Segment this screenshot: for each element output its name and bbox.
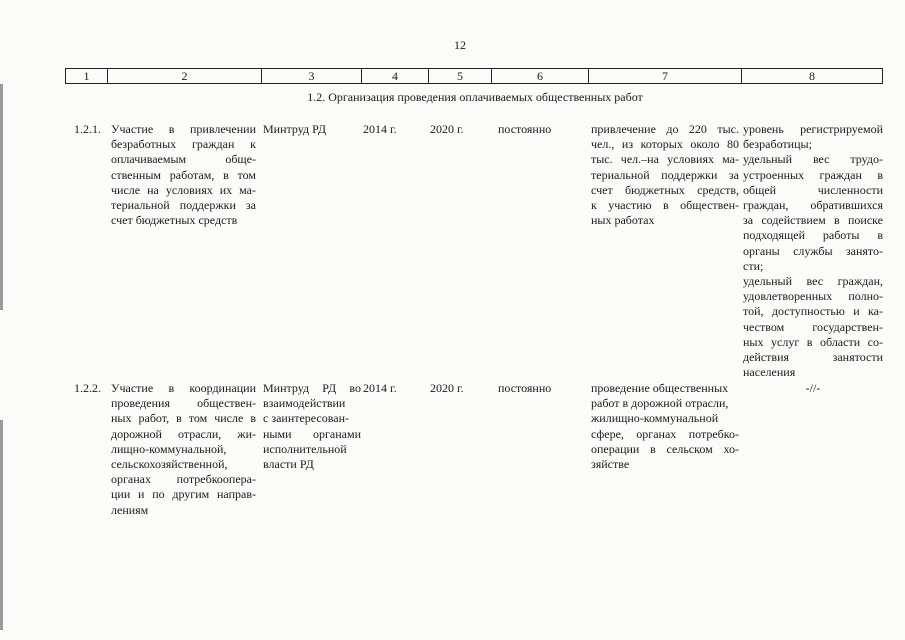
activity-line: счет бюджетных средств	[111, 213, 238, 228]
activity-line: дорожной отрасли, жи-	[111, 426, 256, 441]
result-line: чел., из которых около 80	[591, 137, 739, 152]
indicators-cell	[743, 122, 883, 380]
result-line: проведение общественных	[591, 381, 729, 395]
indicator-line: удельный вес граждан,	[743, 274, 883, 289]
result-line: тыс. чел.–на условиях ма-	[591, 152, 739, 167]
activity-line: сельскохозяйственной,	[111, 457, 228, 472]
indicator-line: уровень регистрируемой	[743, 122, 883, 136]
executor-line: исполнительной	[263, 441, 347, 456]
activity-line: ных работ, в том числе в	[111, 411, 256, 426]
table-header-row	[65, 68, 883, 84]
result-line: зяйстве	[591, 457, 630, 472]
start-year: 2014 г.	[363, 381, 397, 395]
header-col-4: 4	[362, 69, 429, 83]
section-title: 1.2. Организация проведения оплачиваемых общественных работ	[307, 90, 643, 104]
activity-line: ственным работам, в том	[111, 167, 256, 182]
executor-line: взаимодействии	[263, 396, 346, 411]
activity-cell	[111, 381, 256, 518]
header-col-2: 2	[108, 69, 262, 83]
indicator-line: -//-	[805, 381, 821, 395]
page-number: 12	[454, 38, 466, 52]
frequency: постоянно	[498, 122, 552, 136]
executor-cell	[263, 381, 361, 472]
result-line: привлечение до 220 тыс.	[591, 122, 739, 136]
indicator-line: чеством государствен-	[743, 319, 883, 334]
page-edge-mark	[0, 420, 3, 630]
result-line: сфере, органах потребко-	[591, 426, 739, 441]
end-year: 2020 г.	[430, 122, 464, 136]
activity-cell	[111, 122, 256, 228]
indicator-line: действия занятости	[743, 350, 883, 365]
activity-line: териальной поддержки за	[111, 198, 256, 213]
indicator-line: безработицы;	[743, 137, 812, 152]
indicator-line: ных услуг в области со-	[743, 334, 883, 349]
header-col-7: 7	[589, 69, 742, 83]
indicator-line: сти;	[743, 258, 764, 273]
executor-line: с заинтересован-	[263, 411, 350, 426]
indicator-line: общей численности	[743, 182, 883, 197]
indicator-line: той, доступностью и ка-	[743, 304, 883, 319]
result-line: операции в сельском хо-	[591, 441, 739, 456]
result-line: к участию в обществен-	[591, 198, 739, 213]
result-line: ных работах	[591, 213, 655, 228]
indicator-line: устроенных граждан в	[743, 167, 883, 182]
activity-line: лищно-коммунальной,	[111, 441, 227, 456]
executor-cell	[263, 122, 361, 137]
row-number: 1.2.1.	[74, 122, 101, 136]
activity-line: органах потребкоопера-	[111, 472, 256, 487]
indicator-line: подходящей работы в	[743, 228, 883, 243]
indicator-line: удовлетворенных полно-	[743, 289, 883, 304]
executor-line: Минтруд РД	[263, 122, 327, 136]
indicator-line: за содействием в поиске	[743, 213, 883, 228]
end-year: 2020 г.	[430, 381, 464, 395]
header-col-5: 5	[429, 69, 492, 83]
executor-line: Минтруд РД во	[263, 381, 361, 395]
indicators-cell	[743, 381, 883, 396]
indicator-line: населения	[743, 365, 796, 380]
result-line: териальной поддержки за	[591, 167, 739, 182]
activity-line: Участие в привлечении	[111, 122, 256, 136]
activity-line: Участие в координации	[111, 381, 256, 395]
executor-line: ными органами	[263, 426, 361, 441]
header-col-8: 8	[809, 69, 815, 83]
executor-line: власти РД	[263, 457, 314, 472]
result-cell	[591, 381, 739, 472]
page-edge-mark	[0, 84, 3, 310]
result-cell	[591, 122, 739, 228]
indicator-line: органы службы занято-	[743, 243, 883, 258]
header-col-6: 6	[492, 69, 589, 83]
start-year: 2014 г.	[363, 122, 397, 136]
activity-line: оплачиваемым обще-	[111, 152, 256, 167]
activity-line: лениям	[111, 502, 149, 517]
result-line: счет бюджетных средств,	[591, 182, 739, 197]
indicator-line: удельный вес трудо-	[743, 152, 883, 167]
indicator-line: граждан, обратившихся	[743, 198, 883, 213]
frequency: постоянно	[498, 381, 552, 395]
header-col-1: 1	[66, 69, 108, 83]
activity-line: безработных граждан к	[111, 137, 256, 152]
activity-line: ции и по другим направ-	[111, 487, 256, 502]
activity-line: проведения обществен-	[111, 396, 256, 411]
header-col-3: 3	[262, 69, 362, 83]
result-line: работ в дорожной отрасли,	[591, 396, 729, 411]
result-line: жилищно-коммунальной	[591, 411, 719, 426]
row-number: 1.2.2.	[74, 381, 101, 395]
activity-line: числе на условиях их ма-	[111, 182, 256, 197]
